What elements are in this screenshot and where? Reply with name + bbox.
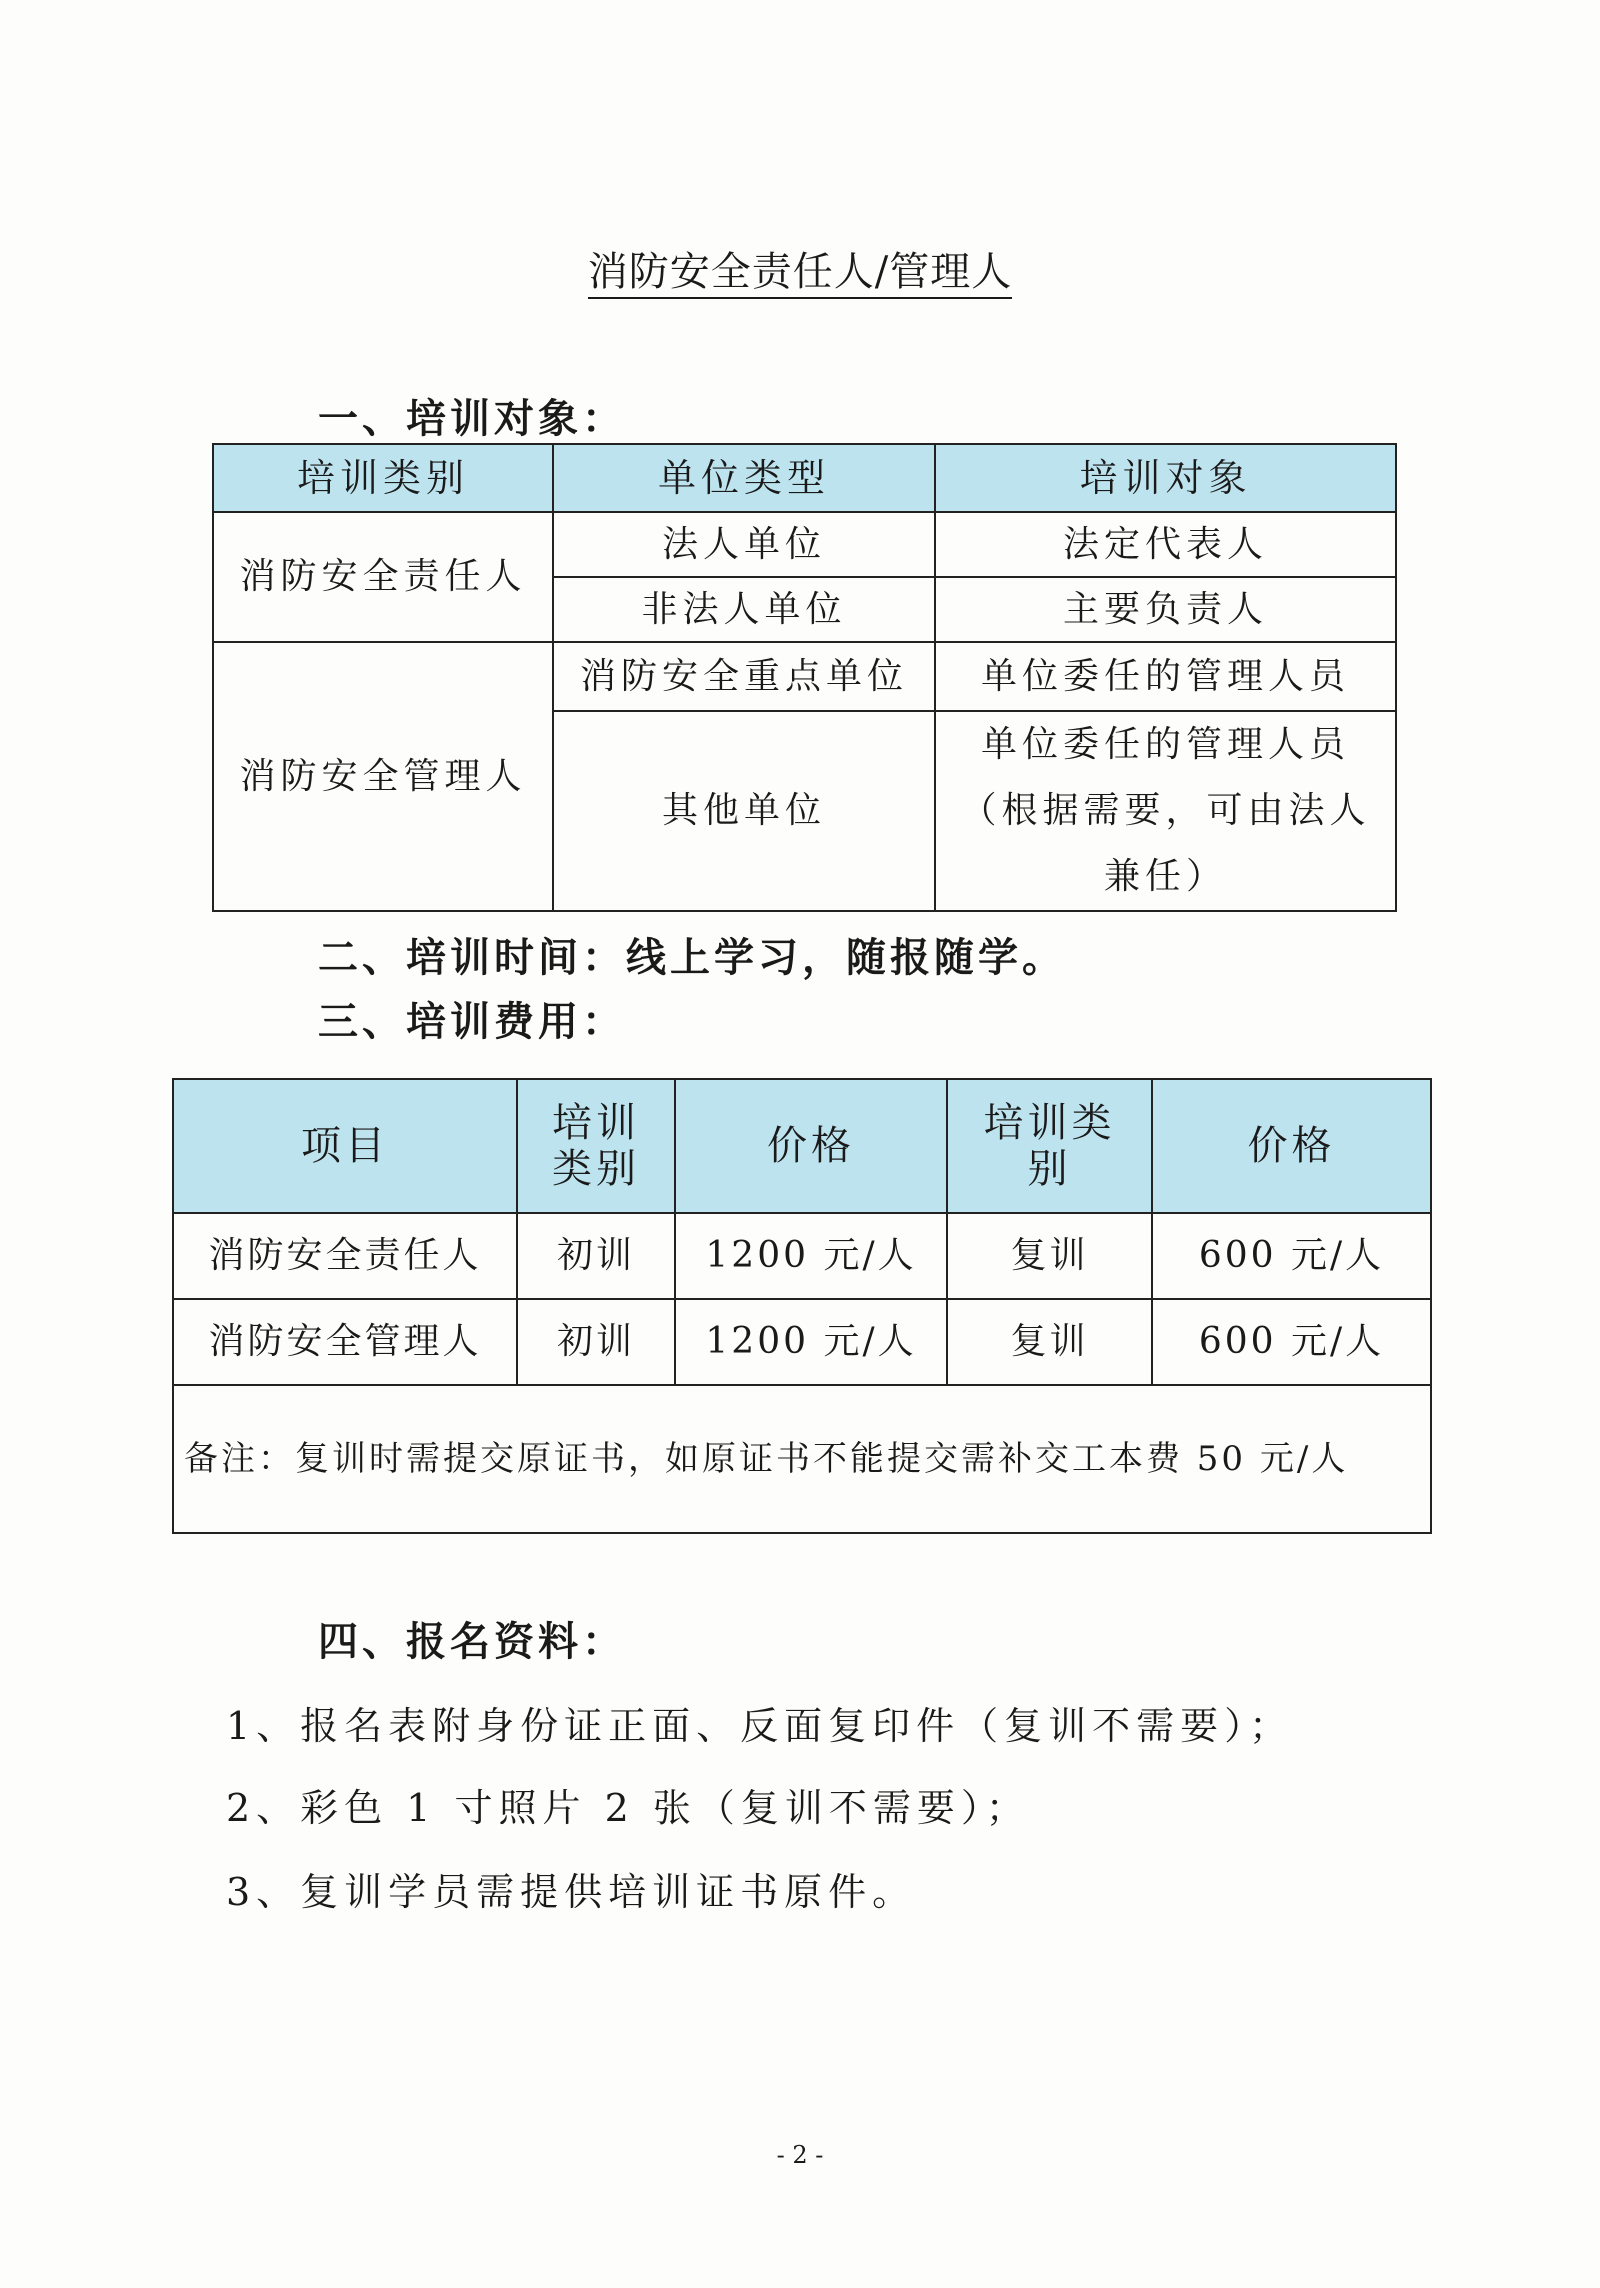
initial-cell: 初训 — [517, 1213, 675, 1299]
header-cell — [517, 1079, 675, 1213]
header-line: 培训 — [552, 1100, 640, 1146]
section1-heading: 一、培训对象： — [318, 395, 626, 442]
training-target-table — [212, 443, 1397, 912]
header-line: 类别 — [552, 1146, 640, 1192]
header-cell: 价格 — [675, 1079, 947, 1213]
header-line: 培训类 — [983, 1100, 1116, 1146]
header-cell — [947, 1079, 1152, 1213]
header-cell: 项目 — [173, 1079, 517, 1213]
initial-price-cell: 1200 元/人 — [675, 1299, 947, 1385]
header-cell: 培训类别 — [213, 444, 553, 512]
renewal-price-cell: 600 元/人 — [1152, 1213, 1431, 1299]
item-cell: 消防安全管理人 — [173, 1299, 517, 1385]
renewal-cell: 复训 — [947, 1213, 1152, 1299]
target-cell: 单位委任的管理人员 — [935, 642, 1396, 711]
unit-cell: 消防安全重点单位 — [553, 642, 935, 711]
unit-cell: 非法人单位 — [553, 577, 935, 642]
item-cell: 消防安全责任人 — [173, 1213, 517, 1299]
section3-heading: 三、培训费用： — [318, 998, 626, 1045]
training-fee-table — [172, 1078, 1432, 1534]
table-row — [213, 642, 1396, 711]
header-cell: 培训对象 — [935, 444, 1396, 512]
page-number: - 2 - — [776, 2141, 824, 2169]
header-line: 别 — [1027, 1146, 1072, 1192]
initial-price-cell: 1200 元/人 — [675, 1213, 947, 1299]
section2-heading: 二、培训时间：线上学习，随报随学。 — [318, 934, 1066, 981]
header-cell: 单位类型 — [553, 444, 935, 512]
target-cell: 主要负责人 — [935, 577, 1396, 642]
table-row — [213, 512, 1396, 577]
target-line: （根据需要，可由法人 — [960, 790, 1371, 831]
note-cell: 备注：复训时需提交原证书，如原证书不能提交需补交工本费 50 元/人 — [173, 1385, 1431, 1533]
list-item: 3、复训学员需提供培训证书原件。 — [226, 1870, 917, 1914]
document-title — [0, 244, 1600, 300]
target-cell — [935, 711, 1396, 911]
target-line: 单位委任的管理人员 — [980, 724, 1350, 765]
document-title-text: 消防安全责任人/管理人 — [588, 249, 1012, 299]
unit-cell: 法人单位 — [553, 512, 935, 577]
table-row — [173, 1385, 1431, 1533]
renewal-price-cell: 600 元/人 — [1152, 1299, 1431, 1385]
target-line: 兼任） — [1103, 856, 1227, 897]
initial-cell: 初训 — [517, 1299, 675, 1385]
list-item: 1、报名表附身份证正面、反面复印件（复训不需要）； — [226, 1704, 1294, 1748]
category-cell: 消防安全管理人 — [213, 642, 553, 911]
target-cell: 法定代表人 — [935, 512, 1396, 577]
table-row — [173, 1213, 1431, 1299]
category-cell: 消防安全责任人 — [213, 512, 553, 642]
table-header-row — [173, 1079, 1431, 1213]
header-cell: 价格 — [1152, 1079, 1431, 1213]
list-item: 2、彩色 1 寸照片 2 张（复训不需要）； — [226, 1786, 1030, 1830]
unit-cell: 其他单位 — [553, 711, 935, 911]
table-row — [173, 1299, 1431, 1385]
section4-heading: 四、报名资料： — [318, 1618, 626, 1665]
renewal-cell: 复训 — [947, 1299, 1152, 1385]
table-header-row — [213, 444, 1396, 512]
